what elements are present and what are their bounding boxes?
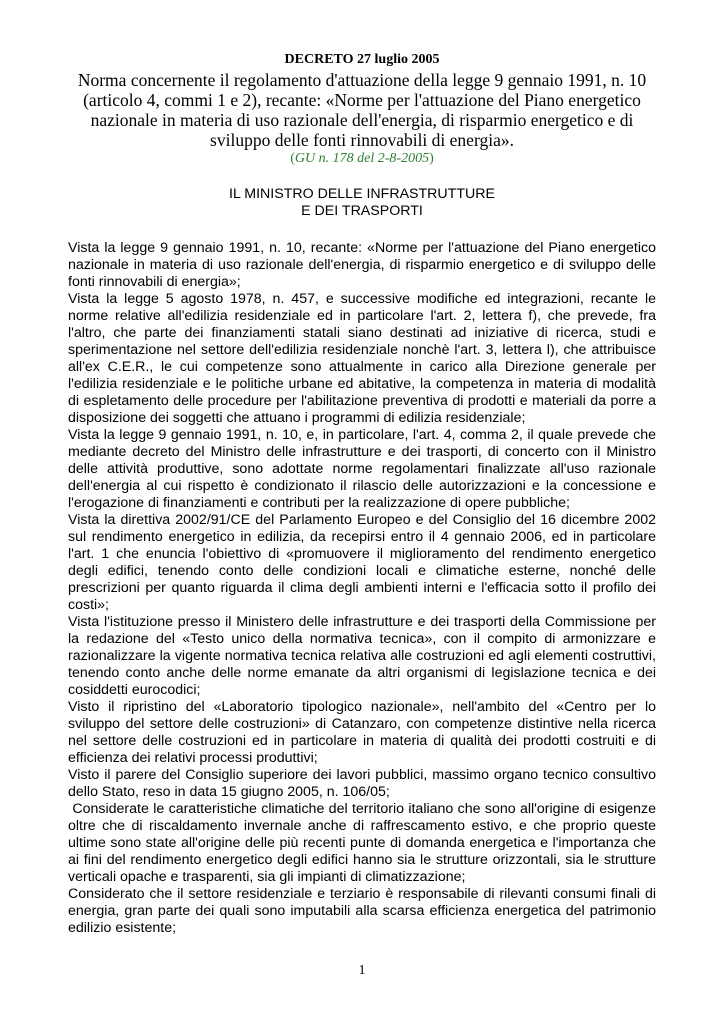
- preamble-paragraph: Vista la legge 5 agosto 1978, n. 457, e successive modifiche ed integrazioni, recante le norme relative all'edilizia residenziale ed in particolare l'art. 2, lettera f), che prevede, fra l'altro, che parte dei finanziamenti statali siano destinati ad iniziative di ricerca, studi e sperimentazione nel settore dell'edilizia residenziale nonchè l'art. 3, lettera l), che attribuisce all'ex C.E.R., le cui competenze sono attualmente in carico alla Direzione generale per l'edilizia residenziale e le politiche urbane ed abitative, la competenza in materia di modalità di espletamento delle procedure per l'abilitazione preventiva di prodotti e materiali da porre a disposizione dei soggetti che attuano i programmi di edilizia residenziale;: [68, 291, 656, 426]
- issuing-authority-line-1: IL MINISTRO DELLE INFRASTRUTTURE: [229, 186, 495, 202]
- preamble-paragraph: Visto il ripristino del «Laboratorio tipologico nazionale», nell'ambito del «Centro per lo sviluppo del settore delle costruzioni» di Catanzaro, con competenze distintive nella ricerca nel settore delle costruzioni ed in particolare in materia di qualità dei prodotti costruiti e di efficienza dei relativi processi produttivi;: [68, 699, 656, 766]
- preamble-paragraph: Vista la legge 9 gennaio 1991, n. 10, e, in particolare, l'art. 4, comma 2, il quale prevede che mediante decreto del Ministro delle infrastrutture e dei trasporti, di concerto con il Ministro delle attività produttive, sono adottate norme regolamentari finalizzate all'uso razionale dell'energia al cui rispetto è condizionato il rilascio delle autorizzazioni e la concessione e l'erogazione di finanziamenti e contributi per la realizzazione di opere pubbliche;: [68, 427, 656, 511]
- document-page: [68, 50, 660, 937]
- gazette-paren-open: (: [290, 151, 295, 166]
- preamble-paragraph: Vista l'istituzione presso il Ministero delle infrastrutture e dei trasporti della Commissione per la redazione del «Testo unico della normativa tecnica», con il compito di armonizzare e razionalizzare la vigente normativa tecnica relativa alle costruzioni ed agli elementi costruttivi, tenendo conto anche delle norme emanate da altri organismi di legislazione tecnica e dei cosiddetti eurocodici;: [68, 614, 656, 698]
- preamble-paragraph: Vista la direttiva 2002/91/CE del Parlamento Europeo e del Consiglio del 16 dicembre 2002 sul rendimento energetico in edilizia, da recepirsi entro il 4 gennaio 2006, ed in particolare l'art. 1 che enuncia l'obiettivo di «promuovere il miglioramento del rendimento energetico degli edifici, tenendo conto delle condizioni locali e climatiche esterne, nonché delle prescrizioni per quanto riguarda il clima degli ambienti interni e l'efficacia sotto il profilo dei costi»;: [68, 512, 656, 613]
- preamble-paragraph: Visto il parere del Consiglio superiore dei lavori pubblici, massimo organo tecnico consultivo dello Stato, reso in data 15 giugno 2005, n. 106/05;: [68, 767, 656, 800]
- issuing-authority: [68, 186, 656, 220]
- decree-subject: Norma concernente il regolamento d'attuazione della legge 9 gennaio 1991, n. 10 (articolo 4, commi 1 e 2), recante: «Norme per l'attuazione del Piano energetico nazionale in materia di uso razionale dell'energia, di risparmio energetico e di sviluppo delle fonti rinnovabili di energia».: [77, 70, 647, 150]
- decree-title: DECRETO 27 luglio 2005: [284, 52, 440, 67]
- gazette-paren-close: ): [429, 151, 434, 166]
- preamble-paragraph: Considerato che il settore residenziale e terziario è responsabile di rilevanti consumi finali di energia, gran parte dei quali sono imputabili alla scarsa efficienza energetica del patrimonio edilizio esistente;: [68, 886, 656, 936]
- page-number: 1: [358, 963, 366, 978]
- preamble-paragraph: Vista la legge 9 gennaio 1991, n. 10, recante: «Norme per l'attuazione del Piano energetico nazionale in materia di uso razionale dell'energia, di risparmio energetico e di sviluppo delle fonti rinnovabili di energia»;: [68, 240, 656, 290]
- preamble: [68, 240, 660, 937]
- issuing-authority-line-2: E DEI TRASPORTI: [301, 203, 423, 219]
- preamble-paragraph: Considerate le caratteristiche climatiche del territorio italiano che sono all'origine di esigenze oltre che di riscaldamento invernale anche di raffrescamento estivo, e che proprio queste ultime sono state all'origine delle più recenti punte di domanda energetica e l'importanza che ai fini del rendimento energetico degli edifici hanno sia le strutture orizzontali, sia le strutture verticali opache e trasparenti, sia gli impianti di climatizzazione;: [68, 801, 660, 885]
- gazette-reference-link[interactable]: GU n. 178 del 2-8-2005: [294, 151, 430, 166]
- gazette-reference: [68, 150, 656, 168]
- document-header: [68, 50, 656, 168]
